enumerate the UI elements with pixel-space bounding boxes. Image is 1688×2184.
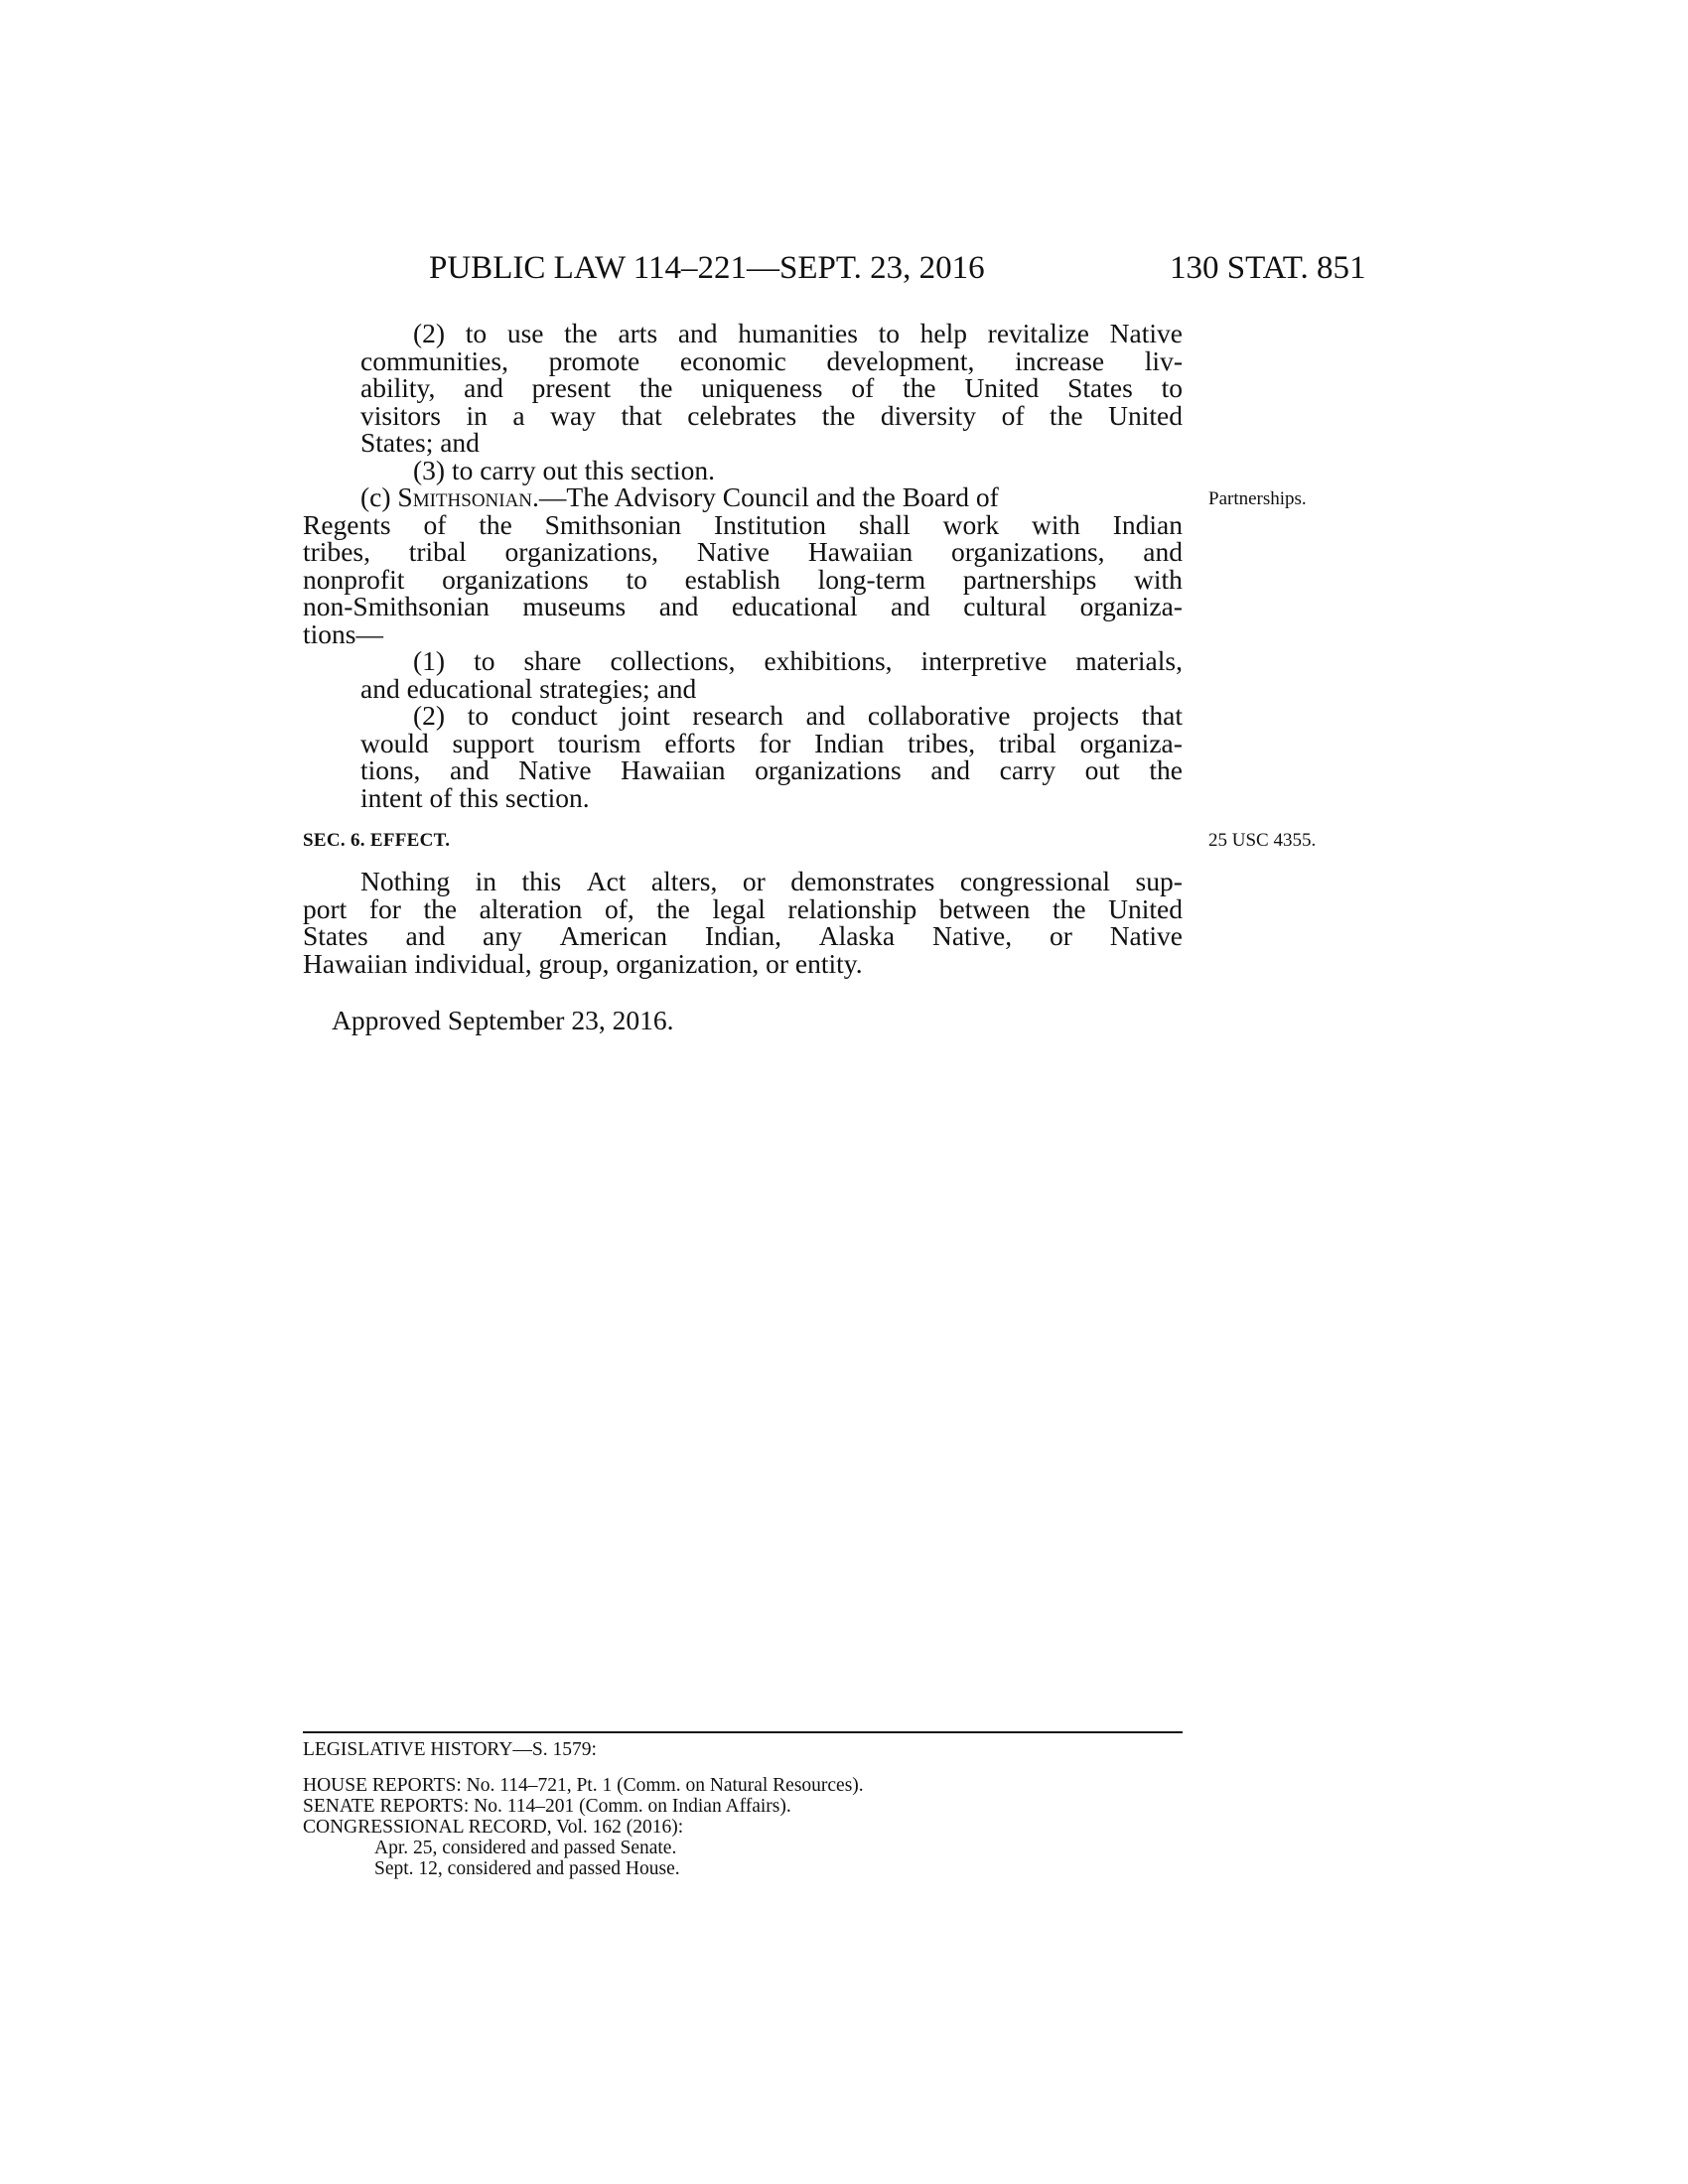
running-header-title: PUBLIC LAW 114–221—SEPT. 23, 2016	[429, 250, 985, 286]
text-line: States; and	[360, 427, 480, 458]
text-line: Hawaiian individual, group, organization, or entity.	[303, 947, 863, 979]
footer-rule	[303, 1731, 1183, 1733]
legislative-history-title: LEGISLATIVE HISTORY—S. 1579:	[303, 1739, 597, 1760]
running-header-page-number: 130 STAT. 851	[1170, 250, 1366, 286]
paragraph-c	[303, 483, 1183, 811]
legislative-history-body	[303, 1775, 864, 1879]
text-line: and educational strategies; and	[360, 672, 697, 704]
text-line: States and any American Indian, Alaska Native, or Native	[303, 920, 1183, 951]
senate-reports: SENATE REPORTS: No. 114–201 (Comm. on Indian Affairs).	[303, 1796, 791, 1817]
text-line: communities, promote economic development, increase liv-	[360, 344, 1183, 376]
text-line: ability, and present the uniqueness of the United States to	[360, 372, 1183, 403]
text-line: tribes, tribal organizations, Native Hawaiian organizations, and	[303, 536, 1183, 567]
text-line: tions, and Native Hawaiian organizations and carry out the	[360, 754, 1183, 785]
text-line: port for the alteration of, the legal relationship between the United	[303, 892, 1183, 924]
text-line: (1) to share collections, exhibitions, interpretive materials,	[413, 645, 1183, 676]
margin-note-usc-citation: 25 USC 4355.	[1208, 830, 1317, 851]
text-line: visitors in a way that celebrates the diversity of the United	[360, 399, 1183, 431]
text-line: nonprofit organizations to establish long-term partnerships with	[303, 563, 1183, 595]
margin-note-partnerships: Partnerships.	[1208, 488, 1307, 509]
section-6-text	[303, 868, 1183, 977]
paragraph-b2	[303, 320, 1183, 483]
house-reports: HOUSE REPORTS: No. 114–721, Pt. 1 (Comm. on Natural Resources).	[303, 1775, 864, 1796]
text-line: intent of this section.	[360, 781, 590, 813]
paragraph-c-heading: Smithsonian	[397, 481, 533, 512]
record-entry: Apr. 25, considered and passed Senate.	[374, 1838, 677, 1858]
text-line: would support tourism efforts for Indian tribes, tribal organiza-	[360, 727, 1183, 758]
text-line: tions—	[303, 617, 383, 649]
paragraph-b3: (3) to carry out this section.	[413, 454, 715, 485]
record-entry: Sept. 12, considered and passed House.	[374, 1858, 680, 1879]
text-line: Regents of the Smithsonian Institution shall work with Indian	[303, 508, 1183, 540]
paragraph-c-first-text: .—The Advisory Council and the Board of	[532, 481, 999, 512]
text-line: (2) to conduct joint research and collaborative projects that	[413, 700, 1183, 731]
congressional-record: CONGRESSIONAL RECORD, Vol. 162 (2016):	[303, 1817, 684, 1838]
section-6-heading: SEC. 6. EFFECT.	[303, 830, 451, 851]
text-line: (2) to use the arts and humanities to help revitalize Native	[413, 318, 1183, 348]
approval-date: Approved September 23, 2016.	[332, 1005, 674, 1035]
paragraph-c-first-line	[303, 483, 1183, 511]
paragraph-c-label: (c)	[360, 481, 398, 512]
text-line: non-Smithsonian museums and educational and cultural organiza-	[303, 591, 1183, 621]
text-line: Nothing in this Act alters, or demonstrates congressional sup-	[360, 866, 1183, 896]
